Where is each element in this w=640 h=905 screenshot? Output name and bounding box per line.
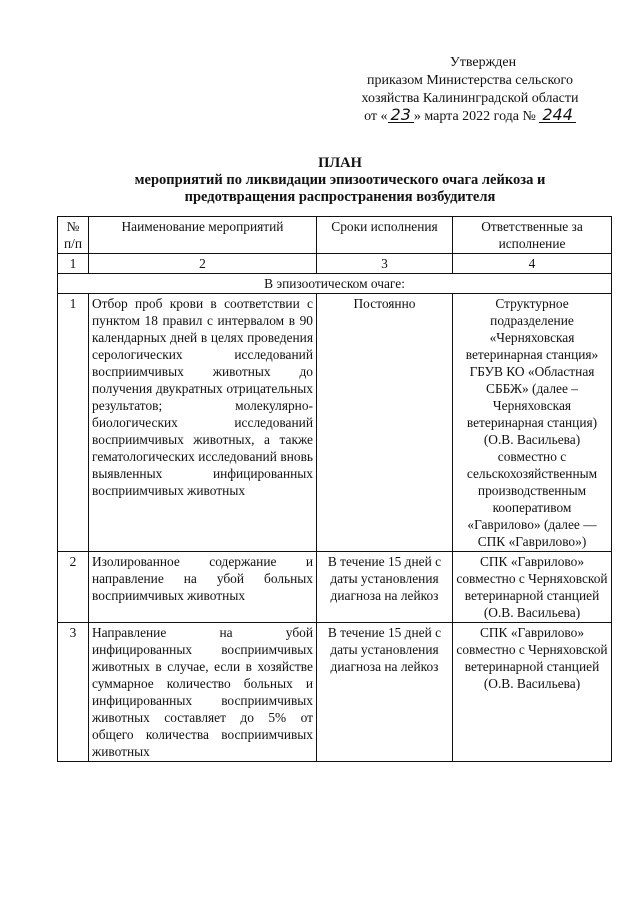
approval-date-line [340, 105, 600, 126]
row-action: Направление на убой инфицированных восприимчивых животных в случае, если в хозяйстве суммарное количество больных и инфицированных восприимчивых животных составляет до 5% от общего количества восприимчивых животных [89, 623, 317, 762]
approval-from: от « [364, 109, 388, 124]
column-number-row [58, 254, 612, 274]
row-responsible: СПК «Гаврилово» совместно с Черняховской ветеринарной станцией (О.В. Васильева) [453, 623, 612, 762]
table-header-row [58, 217, 612, 254]
section-title: В эпизоотическом очаге: [58, 274, 612, 294]
row-num: 3 [58, 623, 89, 762]
col-number-1: 1 [58, 254, 89, 274]
title-line-1: ПЛАН [318, 155, 362, 171]
title-line-3: предотвращения распространения возбудителя [184, 189, 496, 205]
section-row [58, 274, 612, 294]
row-num: 1 [58, 294, 89, 552]
approval-month-year: » марта 2022 года № [413, 109, 536, 124]
row-responsible: Структурное подразделение «Черняховская ветеринарная станция» ГБУВ КО «Областная СББЖ» (далее – Черняховская ветеринарная станция) (О.В. Васильева) совместно с сельскохозяйственным производственным кооперативом «Гаврилово» (далее — СПК «Гаврилово») [453, 294, 612, 552]
row-term: В течение 15 дней с даты установления диагноза на лейкоз [317, 623, 453, 762]
row-term: В течение 15 дней с даты установления диагноза на лейкоз [317, 552, 453, 623]
col-number-4: 4 [453, 254, 612, 274]
header-term: Сроки исполнения [317, 217, 453, 254]
header-action: Наименование мероприятий [89, 217, 317, 254]
row-responsible: СПК «Гаврилово» совместно с Черняховской ветеринарной станцией (О.В. Васильева) [453, 552, 612, 623]
approval-line-3: хозяйства Калининградской области [361, 91, 579, 106]
row-action: Изолированное содержание и направление на убой больных восприимчивых животных [89, 552, 317, 623]
col-number-3: 3 [317, 254, 453, 274]
approval-day-handwritten: 23 [388, 108, 414, 123]
title-line-2: мероприятий по ликвидации эпизоотического очага лейкоза и [134, 172, 546, 188]
table-row [58, 294, 612, 552]
table-row [58, 623, 612, 762]
plan-table [57, 216, 612, 762]
header-responsible: Ответственные за исполнение [453, 217, 612, 254]
approval-number-handwritten: 244 [539, 108, 576, 123]
row-term: Постоянно [317, 294, 453, 552]
approval-block [340, 54, 600, 126]
approval-line-2: приказом Министерства сельского [367, 73, 573, 88]
approval-line-1: Утвержден [449, 55, 517, 70]
header-num: № п/п [58, 217, 89, 254]
row-num: 2 [58, 552, 89, 623]
col-number-2: 2 [89, 254, 317, 274]
document-title [90, 155, 590, 206]
table-row [58, 552, 612, 623]
row-action: Отбор проб крови в соответствии с пунктом 18 правил с интервалом в 90 календарных дней в целях проведения серологических исследований восприимчивых животных до получения двукратных отрицательных результатов; молекулярно-биологических исследований восприимчивых животных, а также гематологических исследований вновь выявленных инфицированных восприимчивых животных [89, 294, 317, 552]
